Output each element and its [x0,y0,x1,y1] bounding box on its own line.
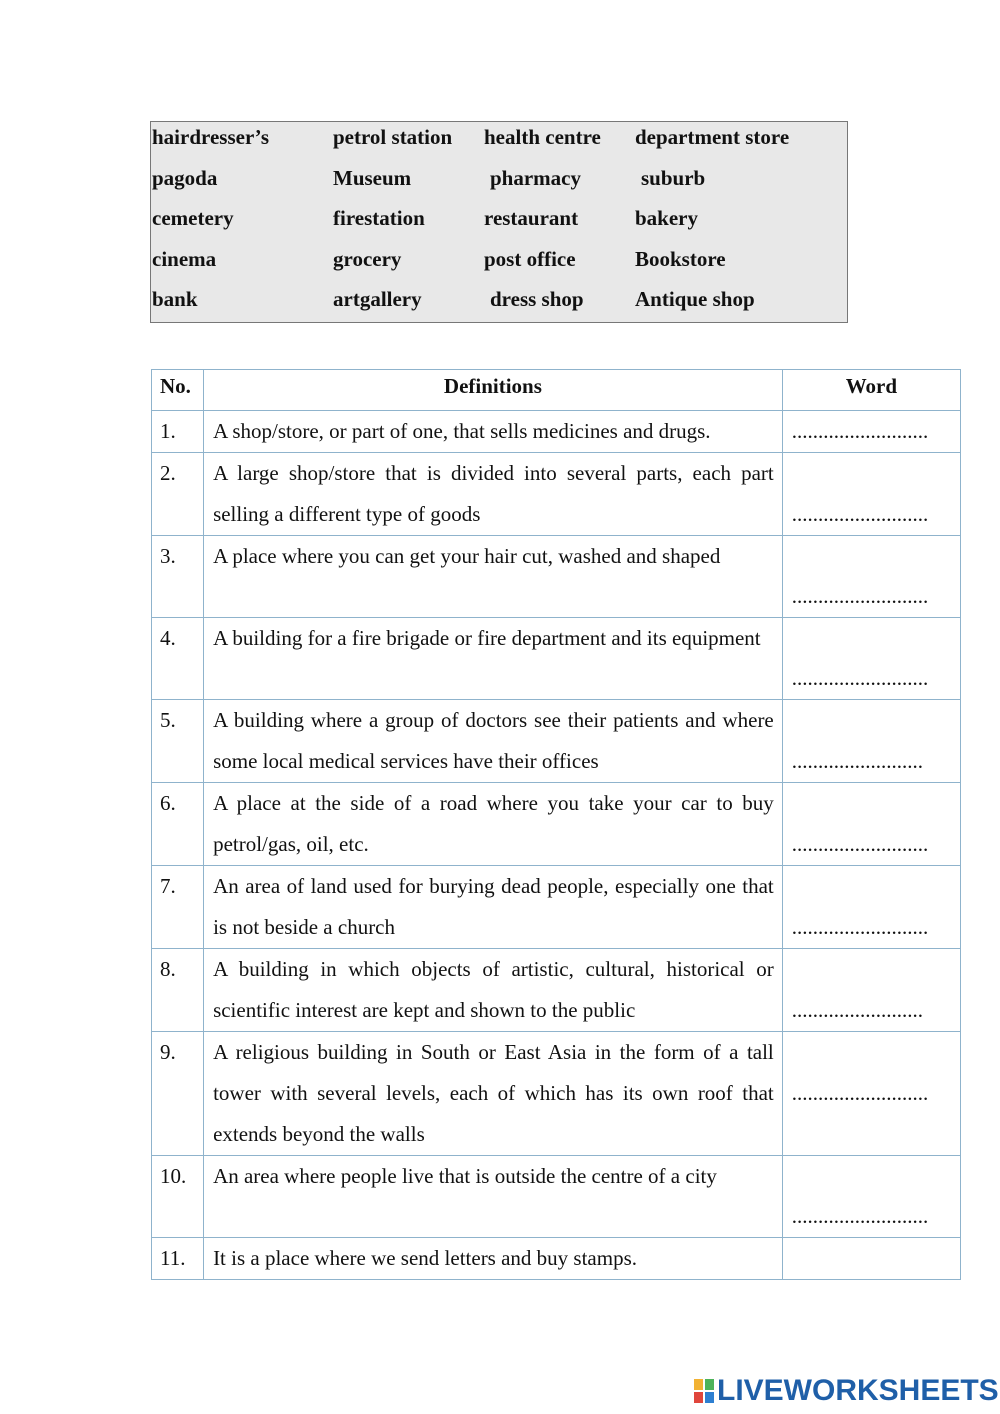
row-number: 8. [152,949,204,1032]
word-bank-item: cinema [152,247,217,271]
table-row [152,453,961,536]
row-number: 11. [152,1238,204,1280]
row-number: 7. [152,866,204,949]
answer-blank[interactable]: .......................... [782,453,960,536]
row-number: 5. [152,700,204,783]
word-bank-item: bakery [635,206,698,230]
row-definition: An area where people live that is outside the centre of a city [204,1156,783,1238]
word-bank-item: petrol station [333,125,453,149]
header-definitions: Definitions [204,370,783,411]
word-bank-item: suburb [641,166,706,190]
row-number: 3. [152,536,204,618]
row-definition: A building where a group of doctors see their patients and where some local medical services have their offices [204,700,783,783]
row-number: 9. [152,1032,204,1156]
row-number: 6. [152,783,204,866]
answer-blank[interactable]: ......................... [782,700,960,783]
word-bank-item: grocery [333,247,402,271]
logo-text: LIVEWORKSHEETS [717,1374,999,1407]
answer-blank[interactable]: .......................... [782,536,960,618]
table-row [152,866,961,949]
row-definition: A place where you can get your hair cut, washed and shaped [204,536,783,618]
answer-blank[interactable]: .......................... [782,411,960,453]
table-row [152,783,961,866]
word-bank-item: firestation [333,206,425,230]
row-number: 2. [152,453,204,536]
word-bank-item: restaurant [484,206,579,230]
table-header-row [152,370,961,411]
table-row [152,618,961,700]
word-bank-item: Antique shop [635,287,755,311]
table-row [152,1156,961,1238]
table-row [152,1032,961,1156]
row-definition: A religious building in South or East Asia in the form of a tall tower with several levels, each of which has its own roof that extends beyond the walls [204,1032,783,1156]
header-word: Word [782,370,960,411]
row-definition: A building for a fire brigade or fire department and its equipment [204,618,783,700]
liveworksheets-logo[interactable] [693,1374,999,1408]
word-bank-item: department store [635,125,790,149]
row-definition: An area of land used for burying dead people, especially one that is not beside a church [204,866,783,949]
row-number: 10. [152,1156,204,1238]
answer-blank[interactable]: .......................... [782,1032,960,1156]
table-row [152,536,961,618]
row-definition: A place at the side of a road where you take your car to buy petrol/gas, oil, etc. [204,783,783,866]
row-definition: A building in which objects of artistic, cultural, historical or scientific interest are kept and shown to the public [204,949,783,1032]
word-bank-item: health centre [484,125,601,149]
answer-blank[interactable]: .......................... [782,1156,960,1238]
table-row [152,700,961,783]
word-bank-item: bank [152,287,198,311]
table-row [152,411,961,453]
row-number: 4. [152,618,204,700]
word-bank [150,121,848,323]
table-row [152,949,961,1032]
row-definition: It is a place where we send letters and buy stamps. [204,1238,783,1280]
table-row [152,1238,961,1280]
word-bank-item: artgallery [333,287,422,311]
answer-blank[interactable]: .......................... [782,618,960,700]
word-bank-item: pagoda [152,166,218,190]
definitions-table [151,369,961,1280]
answer-blank[interactable]: ......................... [782,949,960,1032]
word-bank-item: post office [484,247,576,271]
word-bank-item: dress shop [490,287,584,311]
liveworksheets-logo-icon [693,1377,715,1405]
answer-blank[interactable]: .......................... [782,866,960,949]
answer-blank[interactable] [782,1238,960,1280]
word-bank-item: Bookstore [635,247,726,271]
row-definition: A shop/store, or part of one, that sells medicines and drugs. [204,411,783,453]
word-bank-item: cemetery [152,206,234,230]
header-no: No. [152,370,204,411]
word-bank-item: Museum [333,166,412,190]
answer-blank[interactable]: .......................... [782,783,960,866]
word-bank-item: pharmacy [490,166,581,190]
word-bank-item: hairdresser’s [152,125,270,149]
row-definition: A large shop/store that is divided into several parts, each part selling a different type of goods [204,453,783,536]
row-number: 1. [152,411,204,453]
